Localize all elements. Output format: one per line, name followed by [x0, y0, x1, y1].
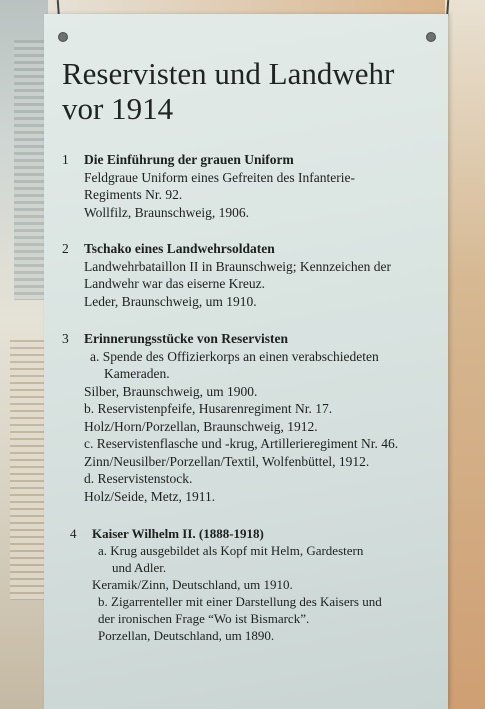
item-line: b. Zigarrenteller mit einer Darstellung des Kaisers und — [98, 594, 382, 609]
title-line-2: vor 1914 — [62, 91, 174, 126]
item-line: Porzellan, Deutschland, um 1890. — [98, 628, 275, 643]
item-line: Zinn/Neusilber/Porzellan/Textil, Wolfenbüttel, 1912. — [84, 453, 370, 469]
item-line: Kameraden. — [104, 366, 170, 381]
item-line: Holz/Seide, Metz, 1911. — [84, 488, 216, 504]
item-line: Holz/Horn/Porzellan, Braunschweig, 1912. — [84, 418, 318, 434]
item-number: 2 — [62, 241, 69, 256]
item-number: 4 — [70, 526, 77, 541]
item-line: a. Spende des Offizierkorps an einen verabschiedeten — [90, 348, 379, 364]
item-line: Silber, Braunschweig, um 1900. — [84, 383, 258, 399]
title-line-1: Reservisten und Landwehr — [62, 56, 395, 91]
item-line: b. Reservistenpfeife, Husarenregiment Nr. 17. — [84, 401, 333, 416]
item-line: und Adler. — [112, 560, 167, 575]
item-heading: Kaiser Wilhelm II. (1888-1918) — [92, 526, 264, 541]
item-line: a. Krug ausgebildet als Kopf mit Helm, Gardestern — [98, 543, 364, 558]
exhibit-label-panel — [44, 14, 448, 709]
background-right-wall — [445, 0, 485, 709]
mounting-hole-right — [426, 32, 436, 42]
item-heading: Tschako eines Landwehrsoldaten — [84, 241, 275, 256]
background-text-fragment — [10, 340, 48, 600]
item-line: Landwehr war das eiserne Kreuz. — [84, 276, 266, 291]
item-line: der ironischen Frage “Wo ist Bismarck”. — [98, 611, 310, 626]
item-line: Regiments Nr. 92. — [84, 187, 183, 202]
item-line: c. Reservistenflasche und -krug, Artillerieregiment Nr. 46. — [84, 436, 399, 451]
panel-title — [62, 56, 442, 126]
background-photo-fragment — [14, 40, 44, 300]
item-line: Wollfilz, Braunschweig, 1906. — [84, 204, 250, 220]
item-number: 1 — [62, 152, 69, 167]
item-line: d. Reservistenstock. — [84, 471, 193, 486]
item-heading: Erinnerungsstücke von Reservisten — [84, 331, 289, 346]
item-line: Leder, Braunschweig, um 1910. — [84, 293, 257, 309]
item-line: Feldgraue Uniform eines Gefreiten des Infanterie- — [84, 169, 356, 185]
item-line: Landwehrbataillon II in Braunschweig; Kennzeichen der — [84, 258, 392, 274]
item-line: Keramik/Zinn, Deutschland, um 1910. — [92, 577, 293, 592]
item-number: 3 — [62, 331, 69, 346]
mounting-hole-left — [58, 32, 68, 42]
item-heading: Die Einführung der grauen Uniform — [84, 152, 294, 167]
